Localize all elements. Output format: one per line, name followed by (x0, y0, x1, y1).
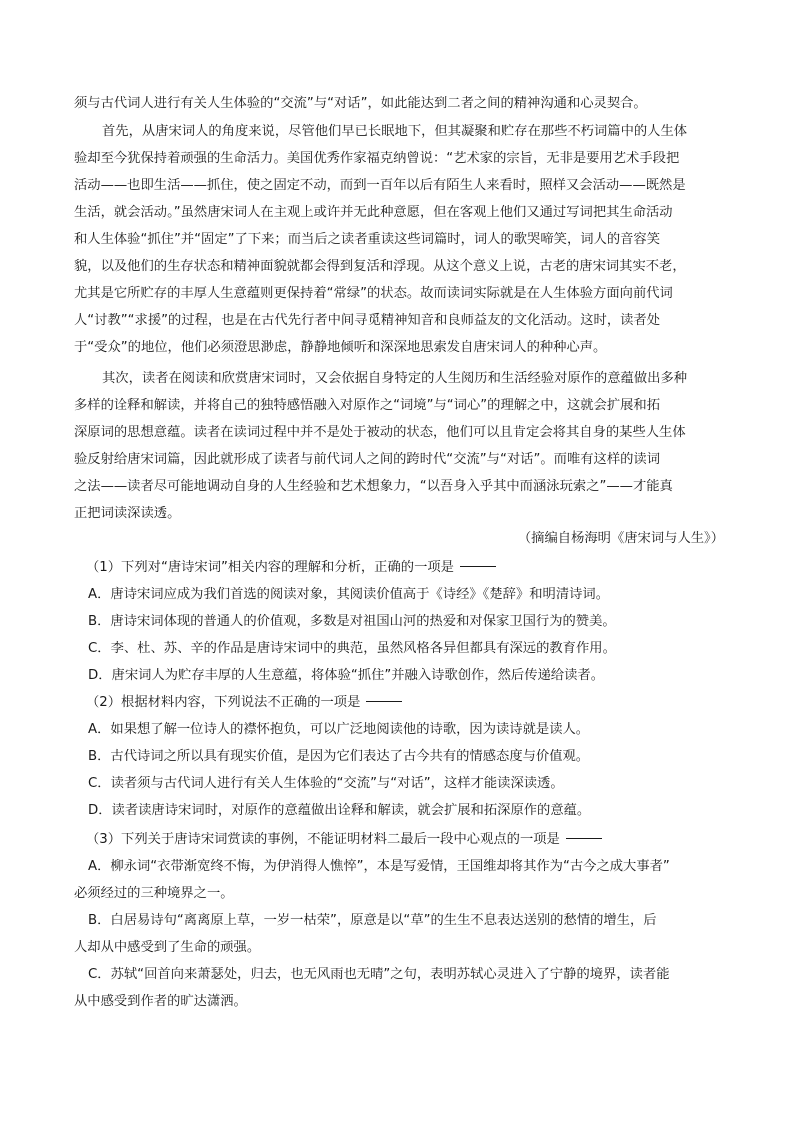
paragraph-1-line: 于“受众”的地位，他们必须澄思渺虑，静静地倾听和深深地思索发自唐宋词人的种种心声。 (74, 340, 607, 355)
question-3-stem (86, 828, 724, 852)
paragraph-2-line: 验反射给唐宋词篇，因此就形成了读者与前代词人之间的跨时代“交流”与“对话”。而唯有这样的读词 (74, 452, 661, 467)
paragraph-1-line: 活动——也即生活——抓住，使之固定不动，而到一百年以后有陌生人来看时，照样又会活动——既然是 (74, 178, 686, 193)
question-3-option-b-cont: 人却从中感受到了生命的顽强。 (74, 940, 261, 955)
paragraph-2-line: 之法——读者尽可能地调动自身的人生经验和艺术想象力，“以吾身入乎其中而涵泳玩索之”——才能真 (74, 479, 673, 494)
question-1-option-c: C．李、杜、苏、辛的作品是唐诗宋词中的典范，虽然风格各异但都具有深远的教育作用。 (88, 641, 616, 656)
question-3-option-c: C．苏轼“回首向来萧瑟处，归去，也无风雨也无晴”之句，表明苏轼心灵进入了宁静的境界，读者能 (88, 967, 670, 982)
question-1-stem-text: （1）下列对“唐诗宋词”相关内容的理解和分析，正确的一项是 (86, 560, 454, 575)
paragraph-2-line: 多样的诠释和解读，并将自己的独特感悟融入对原作之“词境”与“词心”的理解之中，这就会扩展和拓 (74, 398, 661, 413)
paragraph-2-line: 正把词读深读透。 (74, 506, 181, 521)
paragraph-1-line: 和人生体验“抓住”并“固定”了下来；而当后之读者重读这些词篇时，词人的歌哭啼笑，词人的音容笑 (74, 232, 661, 247)
question-3-option-a-cont: 必须经过的三种境界之一。 (74, 886, 234, 901)
paragraph-1-line: 生活，就会活动。”虽然唐宋词人在主观上或许并无此种意愿，但在客观上他们又通过写词把其生命活动 (74, 205, 673, 220)
paragraph-2-line: 深原词的思想意蕴。读者在读词过程中并不是处于被动的状态，他们可以且肯定会将其自身的某些人生体 (74, 425, 686, 440)
question-3-option-b: B．白居易诗句“离离原上草，一岁一枯荣”，原意是以“草”的生生不息表达送别的愁情的增生，后 (88, 913, 657, 928)
passage-continuation-line: 须与古代词人进行有关人生体验的“交流”与“对话”，如此能达到二者之间的精神沟通和心灵契合。 (74, 96, 647, 111)
question-3-option-a: A．柳永词“衣带渐宽终不悔，为伊消得人憔悴”，本是写爱情，王国维却将其作为“古今之成大事者” (88, 859, 670, 874)
question-1-option-b: B．唐诗宋词体现的普通人的价值观，多数是对祖国山河的热爱和对保家卫国行为的赞美。 (88, 614, 616, 629)
question-1-stem (86, 556, 724, 580)
paragraph-1-line: 尤其是它所贮存的丰厚人生意蕴则更保持着“常绿”的状态。故而读词实际就是在人生体验方面向前代词 (74, 286, 673, 301)
paragraph-1-line: 首先，从唐宋词人的角度来说，尽管他们早已长眠地下，但其凝聚和贮存在那些不朽词篇中的人生体 (102, 124, 688, 139)
question-1-option-a: A．唐诗宋词应成为我们首选的阅读对象，其阅读价值高于《诗经》《楚辞》和明清诗词。 (88, 587, 610, 602)
question-2-option-c: C．读者须与古代词人进行有关人生体验的“交流”与“对话”，这样才能读深读透。 (88, 776, 564, 791)
question-2-option-d: D．读者读唐诗宋词时，对原作的意蕴做出诠释和解读，就会扩展和拓深原作的意蕴。 (88, 803, 591, 818)
question-3-stem-text: （3）下列关于唐诗宋词赏读的事例，不能证明材料二最后一段中心观点的一项是 (86, 832, 560, 847)
question-1-option-d: D．唐宋词人为贮存丰厚的人生意蕴，将体验“抓住”并融入诗歌创作，然后传递给读者。 (88, 668, 604, 683)
question-2-option-b: B．古代诗词之所以具有现实价值，是因为它们表达了古今共有的情感态度与价值观。 (88, 749, 590, 764)
question-2-option-a: A．如果想了解一位诗人的襟怀抱负，可以广泛地阅读他的诗歌，因为读诗就是读人。 (88, 722, 590, 737)
question-2-stem (86, 691, 724, 715)
source-attribution: （摘编自杨海明《唐宋词与人生》） (517, 531, 724, 546)
paragraph-2-line: 其次，读者在阅读和欣赏唐宋词时，又会依据自身特定的人生阅历和生活经验对原作的意蕴做出多种 (102, 371, 688, 386)
answer-blank[interactable] (566, 838, 602, 839)
paragraph-1-line: 貌，以及他们的生存状态和精神面貌就都会得到复活和浮现。从这个意义上说，古老的唐宋词其实不老， (74, 259, 686, 274)
paragraph-1-line: 验却至今犹保持着顽强的生命活力。美国优秀作家福克纳曾说：“艺术家的宗旨，无非是要用艺术手段把 (74, 151, 680, 166)
answer-blank[interactable] (366, 701, 402, 702)
answer-blank[interactable] (460, 566, 496, 567)
question-2-stem-text: （2）根据材料内容，下列说法不正确的一项是 (86, 695, 361, 710)
paragraph-1-line: 人“讨教”“求援”的过程，也是在古代先行者中间寻觅精神知音和良师益友的文化活动。这时，读者处 (74, 313, 661, 328)
question-3-option-c-cont: 从中感受到作者的旷达潇洒。 (74, 994, 247, 1009)
